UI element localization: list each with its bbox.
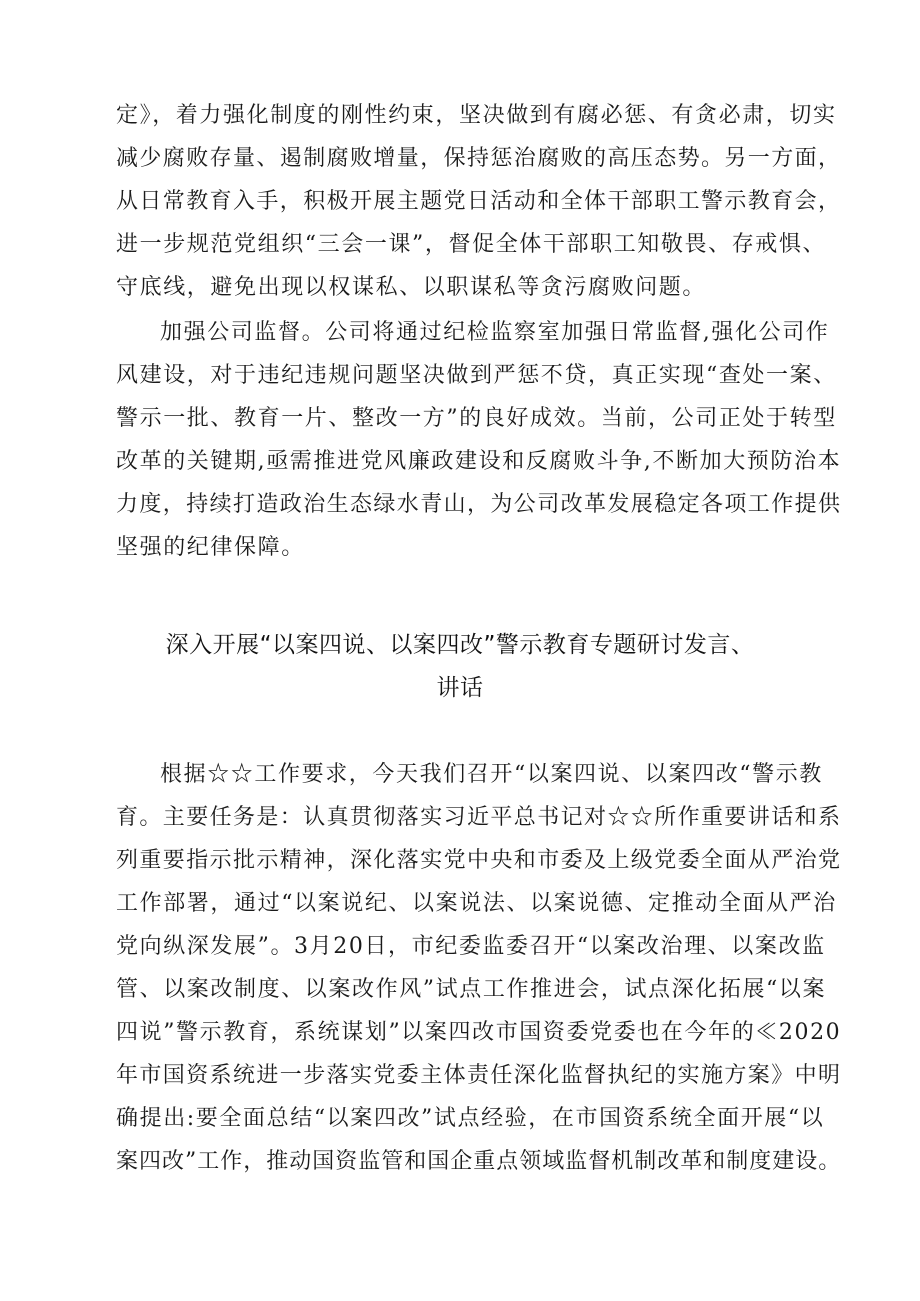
text-line: 定》，着力强化制度的刚性约束，坚决做到有腐必惩、有贪必肃，切实 [116, 103, 837, 128]
text-line: 守底线，避免出现以权谋私、以职谋私等贪污腐败问题。 [116, 275, 707, 300]
text-line: 确提出:要全面总结“以案四改”试点经验，在市国资系统全面开展“以 [116, 1106, 825, 1131]
text-line: 列重要指示批示精神，深化落实党中央和市委及上级党委全面从严治党 [116, 848, 842, 873]
text-line: 减少腐败存量、遏制腐败增量，保持惩治腐败的高压态势。另一方面， [116, 146, 842, 171]
text-line: 工作部署，通过“以案说纪、以案说法、以案说德、定推动全面从严治 [116, 891, 837, 916]
text-line: 坚强的纪律保障。 [116, 535, 305, 560]
text-line: 风建设，对于违纪违规问题坚决做到严惩不贷，真正实现“查处一案、 [116, 363, 837, 388]
title-line-1: 深入开展“以案四说、以案四改”警示教育专题研讨发言、 [165, 632, 755, 658]
text-line: 年市国资系统进一步落实党委主体责任深化监督执纪的实施方案》中明 [116, 1063, 842, 1088]
text-line: 力度，持续打造政治生态绿水青山，为公司改革发展稳定各项工作提供 [116, 492, 842, 517]
text-line: 改革的关键期,亟需推进党风廉政建设和反腐败斗争,不断加大预防治本 [116, 449, 842, 474]
text-line: 党向纵深发展”。3月20日，市纪委监委召开“以案改治理、以案改监 [116, 934, 826, 959]
text-line: 根据☆☆工作要求，今天我们召开“以案四说、以案四改“警示教 [160, 762, 823, 787]
text-line: 加强公司监督。公司将通过纪检监察室加强日常监督,强化公司作 [160, 320, 830, 345]
text-line: 四说”警示教育，系统谋划”以案四改市国资委党委也在今年的≪2020 [116, 1020, 842, 1045]
text-line: 进一步规范党组织“三会一课”，督促全体干部职工知敬畏、存戒惧、 [116, 232, 827, 257]
text-line: 案四改”工作，推动国资监管和国企重点领域监督机制改革和制度建设。 [116, 1149, 842, 1174]
title-line-2: 讲话 [436, 675, 484, 701]
text-line: 育。主要任务是：认真贯彻落实习近平总书记对☆☆所作重要讲话和系 [116, 805, 842, 830]
text-line: 从日常教育入手，积极开展主题党日活动和全体干部职工警示教育会， [116, 189, 842, 214]
text-line: 警示一批、教育一片、整改一方”的良好成效。当前，公司正处于转型 [116, 406, 837, 431]
text-line: 管、以案改制度、以案改作风”试点工作推进会，试点深化拓展“以案 [116, 977, 827, 1002]
